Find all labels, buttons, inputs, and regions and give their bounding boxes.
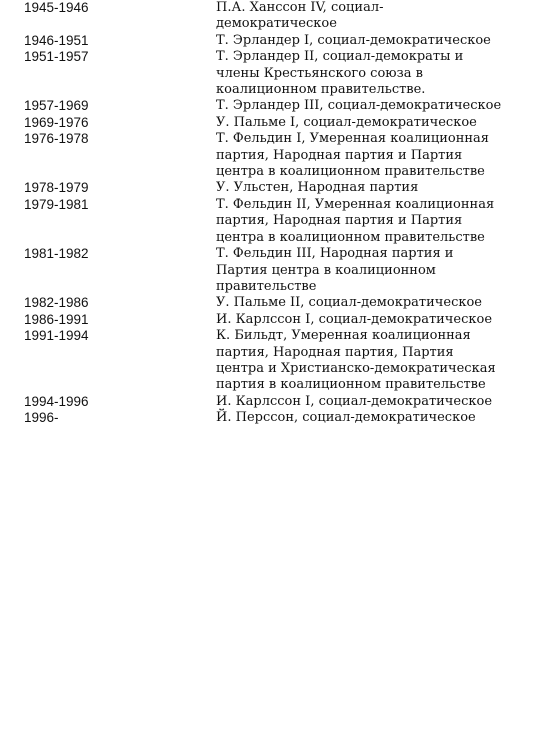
- period-cell: 1951-1957: [24, 49, 89, 65]
- government-cell: И. Карлссон I, социал-демократическое: [216, 393, 493, 409]
- table-row: [24, 394, 504, 410]
- table-row: [24, 33, 504, 49]
- table-row: [24, 98, 504, 114]
- table-row: [24, 0, 504, 33]
- period-cell: 1957-1969: [24, 98, 89, 114]
- period-cell: 1996-: [24, 410, 59, 426]
- government-cell: К. Бильдт, Умеренная коалиционная партия, Народная партия, Партия центра и Христианско-демократическая партия в коалиционном правительстве: [216, 328, 496, 393]
- government-cell: У. Пальме I, социал-демократическое: [216, 114, 477, 130]
- period-cell: 1946-1951: [24, 32, 89, 48]
- government-cell: П.А. Ханссон IV, социал-демократическое: [216, 0, 384, 32]
- table-row: [24, 312, 504, 328]
- table-row: [24, 197, 504, 246]
- government-cell: Т. Эрландер I, социал-демократическое: [216, 32, 491, 48]
- table-row: [24, 180, 504, 196]
- government-cell: Й. Перссон, социал-демократическое: [216, 410, 476, 426]
- period-cell: 1982-1986: [24, 295, 89, 311]
- period-cell: 1986-1991: [24, 311, 89, 327]
- governments-table-body: [24, 0, 504, 427]
- table-row: [24, 328, 504, 394]
- period-cell: 1994-1996: [24, 393, 89, 409]
- period-cell: 1969-1976: [24, 114, 89, 130]
- table-row: [24, 295, 504, 311]
- government-cell: И. Карлссон I, социал-демократическое: [216, 311, 493, 327]
- government-cell: Т. Фельдин II, Умеренная коалиционная партия, Народная партия и Партия центра в коалиционном правительстве: [216, 196, 495, 245]
- table-row: [24, 410, 504, 426]
- table-row: [24, 115, 504, 131]
- government-cell: Т. Фельдин I, Умеренная коалиционная партия, Народная партия и Партия центра в коалиционном правительстве: [216, 131, 490, 180]
- period-cell: 1991-1994: [24, 328, 89, 344]
- period-cell: 1981-1982: [24, 246, 89, 262]
- period-cell: 1979-1981: [24, 196, 89, 212]
- governments-table: [24, 0, 504, 427]
- government-cell: Т. Эрландер III, социал-демократическое: [216, 98, 502, 114]
- period-cell: 1976-1978: [24, 131, 89, 147]
- government-cell: Т. Эрландер II, социал-демократы и члены Крестьянского союза в коалиционном правительстве.: [216, 49, 464, 98]
- period-cell: 1945-1946: [24, 0, 89, 15]
- period-cell: 1978-1979: [24, 180, 89, 196]
- government-cell: Т. Фельдин III, Народная партия и Партия центра в коалиционном правительстве: [216, 246, 454, 294]
- table-row: [24, 246, 504, 295]
- table-row: [24, 131, 504, 180]
- table-row: [24, 49, 504, 98]
- government-cell: У. Ульстен, Народная партия: [216, 180, 419, 196]
- government-cell: У. Пальме II, социал-демократическое: [216, 295, 482, 311]
